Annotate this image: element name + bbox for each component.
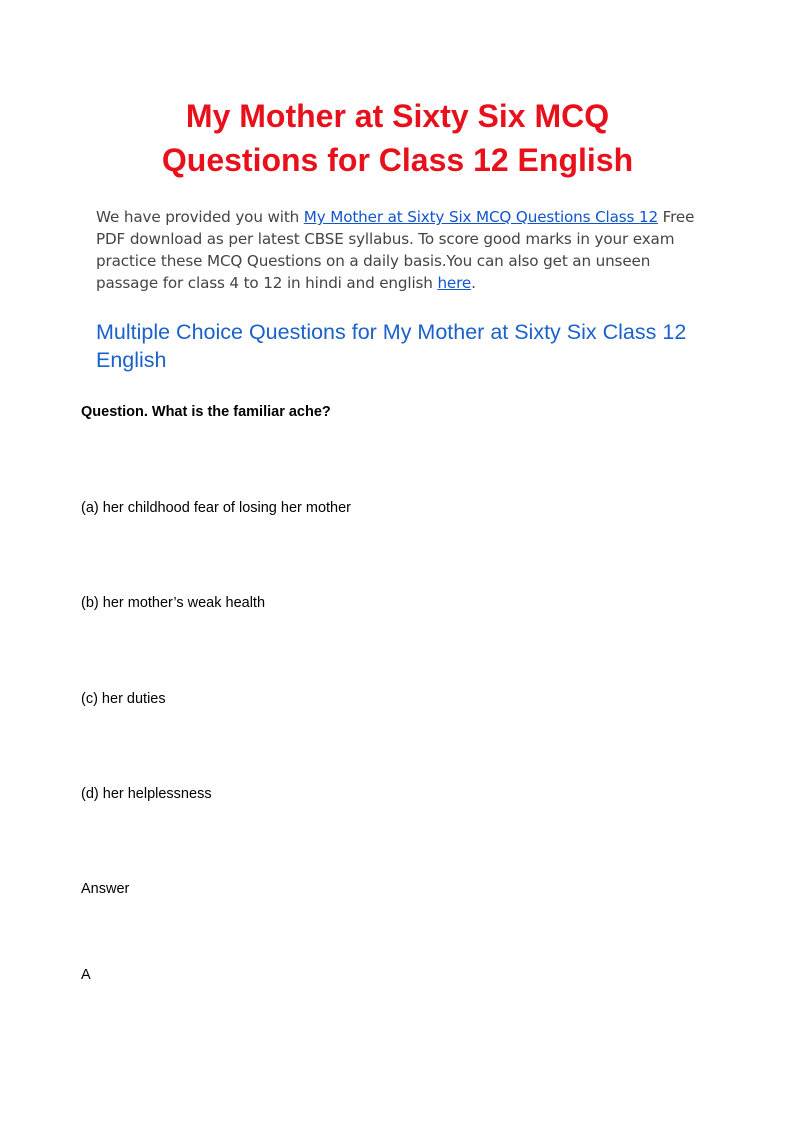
option-b: (b) her mother’s weak health [81,595,266,611]
page-title-line-2: Questions for Class 12 English [161,142,634,178]
unseen-passage-link[interactable]: here [437,274,472,292]
answer-value: A [81,967,91,983]
intro-end-text: . [471,274,476,292]
intro-middle-text: Free PDF download as per latest CBSE syllabus. To score good marks in your exam practice these MCQ Questions on a daily basis.You can also get an unseen passage for class 4 to 12 in hindi and english [96,208,695,292]
page-title [0,94,795,182]
section-heading: Multiple Choice Questions for My Mother at Sixty Six Class 12 English [96,320,687,372]
option-a: (a) her childhood fear of losing her mother [81,500,352,516]
option-c: (c) her duties [81,691,166,707]
intro-paragraph [96,206,716,294]
question-text: Question. What is the familiar ache? [81,404,331,420]
page-title-line-1: My Mother at Sixty Six MCQ [185,98,610,134]
mcq-questions-link[interactable]: My Mother at Sixty Six MCQ Questions Class 12 [303,208,658,226]
option-d: (d) her helplessness [81,786,212,802]
intro-lead-text: We have provided you with [96,208,304,226]
answer-label: Answer [81,881,130,897]
